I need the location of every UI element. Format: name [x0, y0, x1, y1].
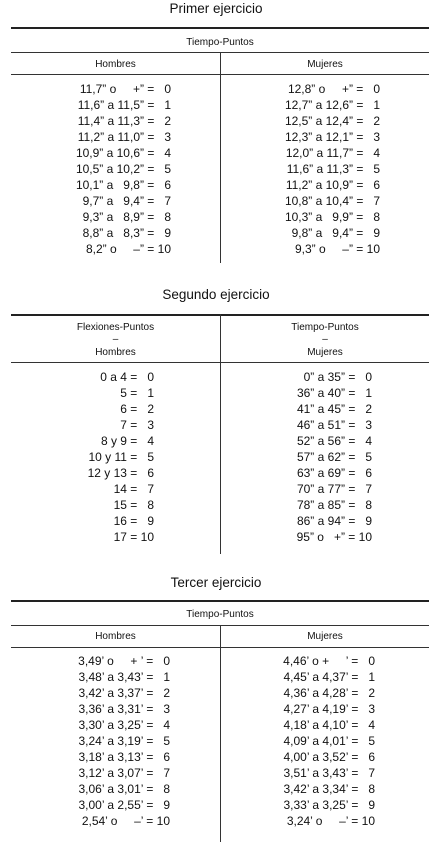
table-top-rule: [11, 27, 429, 29]
column-divider: [220, 52, 221, 263]
column-header-tiempo-puntos: Tiempo-Puntos: [291, 322, 359, 333]
section-title: Primer ejercicio: [169, 1, 263, 16]
column-header-mujeres: Mujeres: [307, 347, 343, 358]
table-header-tiempo-puntos: Tiempo-Puntos: [186, 37, 254, 48]
section-title: Segundo ejercicio: [162, 287, 270, 302]
column-header-mujeres: Mujeres: [307, 631, 343, 642]
section-title: Tercer ejercicio: [170, 575, 262, 590]
column-header-hombres: Hombres: [95, 631, 136, 642]
scoring-table-segundo-ejercicio: Flexiones-Puntos – Hombres Tiempo-Puntos – Mujeres 0 a 4 = 0 5 = 1 6 = 2 7 = 3 8 y 9 = 4 10 y 11 = 5 12 y 13 = 6 14 = 7 15 = 8 16 = 9 17 = 10 0” a 35” = 0 36” a 40” = 1 41” a 45” = 2 46” a 51” = 3 52” a 56” = 4 57” a 62” = 5 63” a 69” = 6 70” a 77” = 7 78” a 85” = 8 86” a 94” = 9 95” o +” = 10: [11, 314, 429, 554]
scoring-table-primer-ejercicio: Tiempo-Puntos Hombres Mujeres 11,7” o +” = 0 11,6” a 11,5” = 1 11,4” a 11,3” = 2 11,2” a 11,0” = 3 10,9” a 10,6” = 4 10,5” a 10,2” = 5 10,1” a 9,8” = 6 9,7” a 9,4” = 7 9,3” a 8,9” = 8 8,8” a 8,3” = 9 8,2” o –” = 10 12,8” o +” = 0 12,7” a 12,6” = 1 12,5” a 12,4” = 2 12,3” a 12,1” = 3 12,0” a 11,7” = 4 11,6” a 11,3” = 5 11,2” a 10,9” = 6 10,8” a 10,4” = 7 10,3” a 9,9” = 8 9,8” a 9,4” = 9 9,3” o –” = 10: [11, 27, 429, 263]
column-header-mujeres: Mujeres: [307, 59, 343, 70]
column-header-hombres: Hombres: [95, 59, 136, 70]
column-header-flexiones-puntos: Flexiones-Puntos: [76, 322, 155, 333]
table-top-rule: [11, 600, 429, 602]
column-header-dash: –: [112, 334, 119, 345]
column-header-dash: –: [322, 334, 328, 345]
scoring-table-tercer-ejercicio: Tiempo-Puntos Hombres Mujeres 3,49’ o + ’ = 0 3,48’ a 3,43’ = 1 3,42’ a 3,37’ = 2 3,36’ a 3,31’ = 3 3,30’ a 3,25’ = 4 3,24’ a 3,19’ = 5 3,18’ a 3,13’ = 6 3,12’ a 3,07’ = 7 3,06’ a 3,01’ = 8 3,00’ a 2,55’ = 9 2,54’ o –’ = 10 4,46’ o + ’ = 0 4,45’ a 4,37’ = 1 4,36’ a 4,28’ = 2 4,27’ a 4,19’ = 3 4,18’ a 4,10’ = 4 4,09’ a 4,01’ = 5 4,00’ a 3,52’ = 6 3,51’ a 3,43’ = 7 3,42’ a 3,34’ = 8 3,33’ a 3,25’ = 9 3,24’ o –’ = 10: [11, 600, 429, 842]
column-divider: [220, 625, 221, 842]
column-header-hombres: Hombres: [95, 347, 136, 358]
table-header-tiempo-puntos: Tiempo-Puntos: [186, 609, 254, 620]
column-divider: [220, 314, 221, 554]
